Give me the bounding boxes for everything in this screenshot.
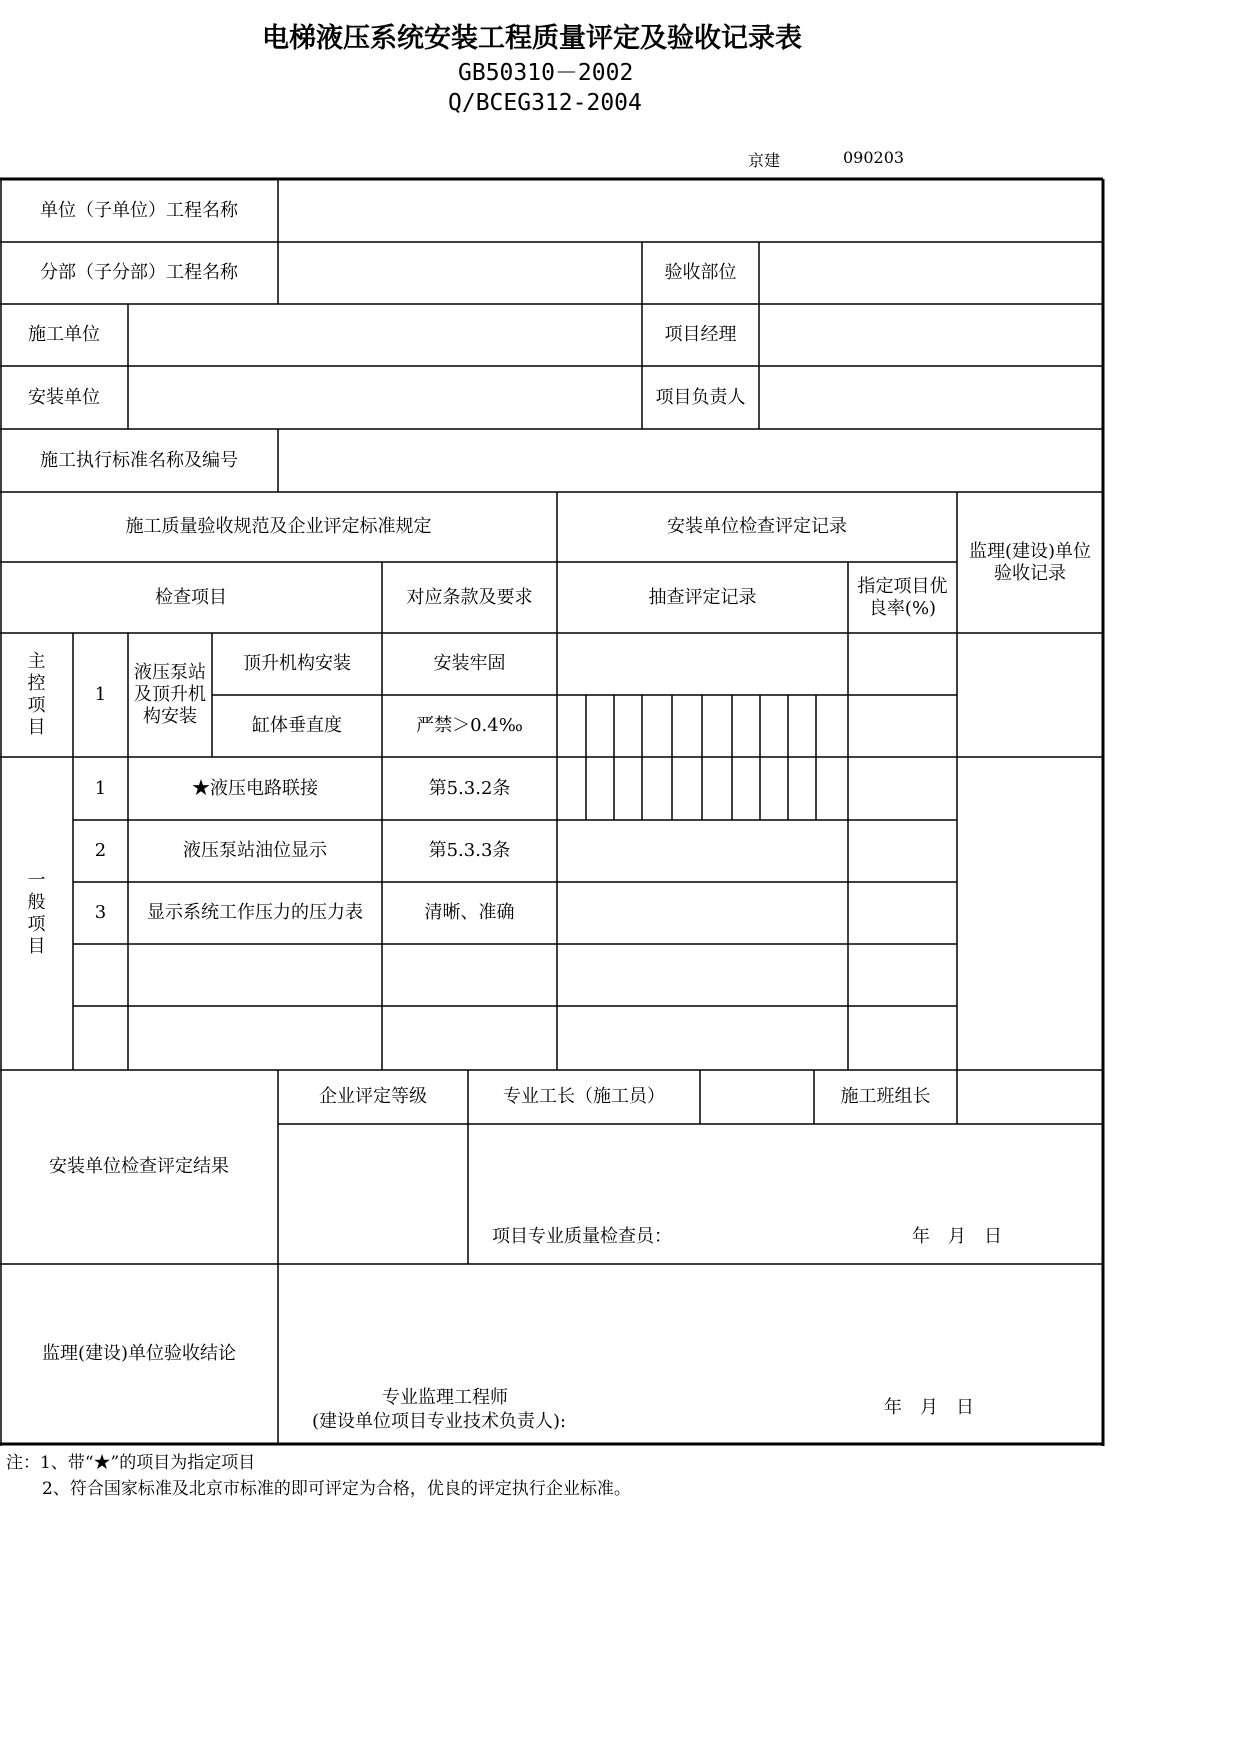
supervision-header <box>957 492 1103 633</box>
main-no: 1 <box>94 684 107 705</box>
standard-code-2: Q/BCEG312-2004 <box>448 90 642 116</box>
sub-project-field[interactable] <box>278 242 642 304</box>
foreman-label: 专业工长（施工员） <box>503 1086 665 1107</box>
general-no-3: 3 <box>94 902 107 923</box>
supervision-header-text: 监理(建设)单位验收记录 <box>968 540 1092 584</box>
standard-label: 施工执行标准名称及编号 <box>40 449 238 471</box>
spec-header: 施工质量验收规范及企业评定标准规定 <box>125 516 432 537</box>
engineer-label-2: (建设单位项目专业技术负责人): <box>312 1411 567 1432</box>
main-req-1: 安装牢固 <box>433 653 506 674</box>
sub-project-label: 分部（子分部）工程名称 <box>40 262 238 283</box>
project-manager-field[interactable] <box>759 304 1103 366</box>
rate-header-text: 指定项目优良率(%) <box>857 575 948 619</box>
main-item-text: 液压泵站及顶升机构安装 <box>134 662 206 727</box>
main-sub-2: 缸体垂直度 <box>252 715 342 736</box>
rate-header <box>848 562 957 633</box>
general-req-3: 清晰、准确 <box>424 902 515 923</box>
form-code-value: 090203 <box>843 148 905 167</box>
inspector-date: 年 月 日 <box>912 1226 1002 1247</box>
unit-project-label: 单位（子单位）工程名称 <box>40 199 238 221</box>
general-group-text: 一般项目 <box>27 869 46 957</box>
project-manager-label: 项目经理 <box>664 324 737 345</box>
note-2: 2、符合国家标准及北京市标准的即可评定为合格，优良的评定执行企业标准。 <box>42 1479 631 1499</box>
standard-code-1: GB50310－2002 <box>458 60 634 86</box>
construction-unit-field[interactable] <box>128 304 642 366</box>
standard-field[interactable] <box>278 429 1103 492</box>
construction-unit-label: 施工单位 <box>28 324 100 345</box>
main-item <box>128 633 212 757</box>
foreman-field[interactable] <box>700 1070 814 1124</box>
install-unit-label: 安装单位 <box>28 386 100 408</box>
conclusion-date: 年 月 日 <box>884 1397 974 1418</box>
team-leader-field[interactable] <box>957 1070 1103 1124</box>
install-unit-field[interactable] <box>128 366 642 429</box>
inspector-label: 项目专业质量检查员： <box>492 1226 672 1247</box>
item-header: 检查项目 <box>155 586 227 608</box>
sample-header: 抽查评定记录 <box>648 586 757 608</box>
main-sub-1: 顶升机构安装 <box>243 653 351 674</box>
engineer-label-1: 专业监理工程师 <box>382 1387 508 1408</box>
form-title: 电梯液压系统安装工程质量评定及验收记录表 <box>262 23 802 54</box>
general-req-2: 第5.3.3条 <box>428 840 511 861</box>
unit-project-field[interactable] <box>278 179 1103 242</box>
note-1: 注：1、带“★”的项目为指定项目 <box>6 1453 256 1473</box>
conclusion-label: 监理(建设)单位验收结论 <box>41 1343 237 1364</box>
general-req-1: 第5.3.2条 <box>428 777 511 799</box>
general-item-3: 显示系统工作压力的压力表 <box>147 902 363 923</box>
team-leader-label: 施工班组长 <box>840 1086 931 1107</box>
general-no-1: 1 <box>94 777 107 799</box>
accept-part-field[interactable] <box>759 242 1103 304</box>
grade-field[interactable] <box>278 1124 468 1264</box>
project-leader-label: 项目负责人 <box>655 386 746 408</box>
grade-label: 企业评定等级 <box>319 1086 427 1107</box>
result-label: 安装单位检查评定结果 <box>49 1156 229 1177</box>
general-no-2: 2 <box>94 840 107 861</box>
main-group-text: 主控项目 <box>27 651 46 738</box>
general-group-label <box>0 757 73 1070</box>
clause-header: 对应条款及要求 <box>406 586 533 608</box>
accept-part-label: 验收部位 <box>664 262 737 283</box>
main-group-label <box>0 633 73 757</box>
main-req-2: 严禁＞0.4‰ <box>416 715 523 736</box>
general-item-2: 液压泵站油位显示 <box>183 840 327 861</box>
project-leader-field[interactable] <box>759 366 1103 429</box>
install-record-header: 安装单位检查评定记录 <box>667 516 847 537</box>
general-item-1: ★液压电路联接 <box>192 777 318 799</box>
form-code-label: 京建 <box>748 151 781 170</box>
